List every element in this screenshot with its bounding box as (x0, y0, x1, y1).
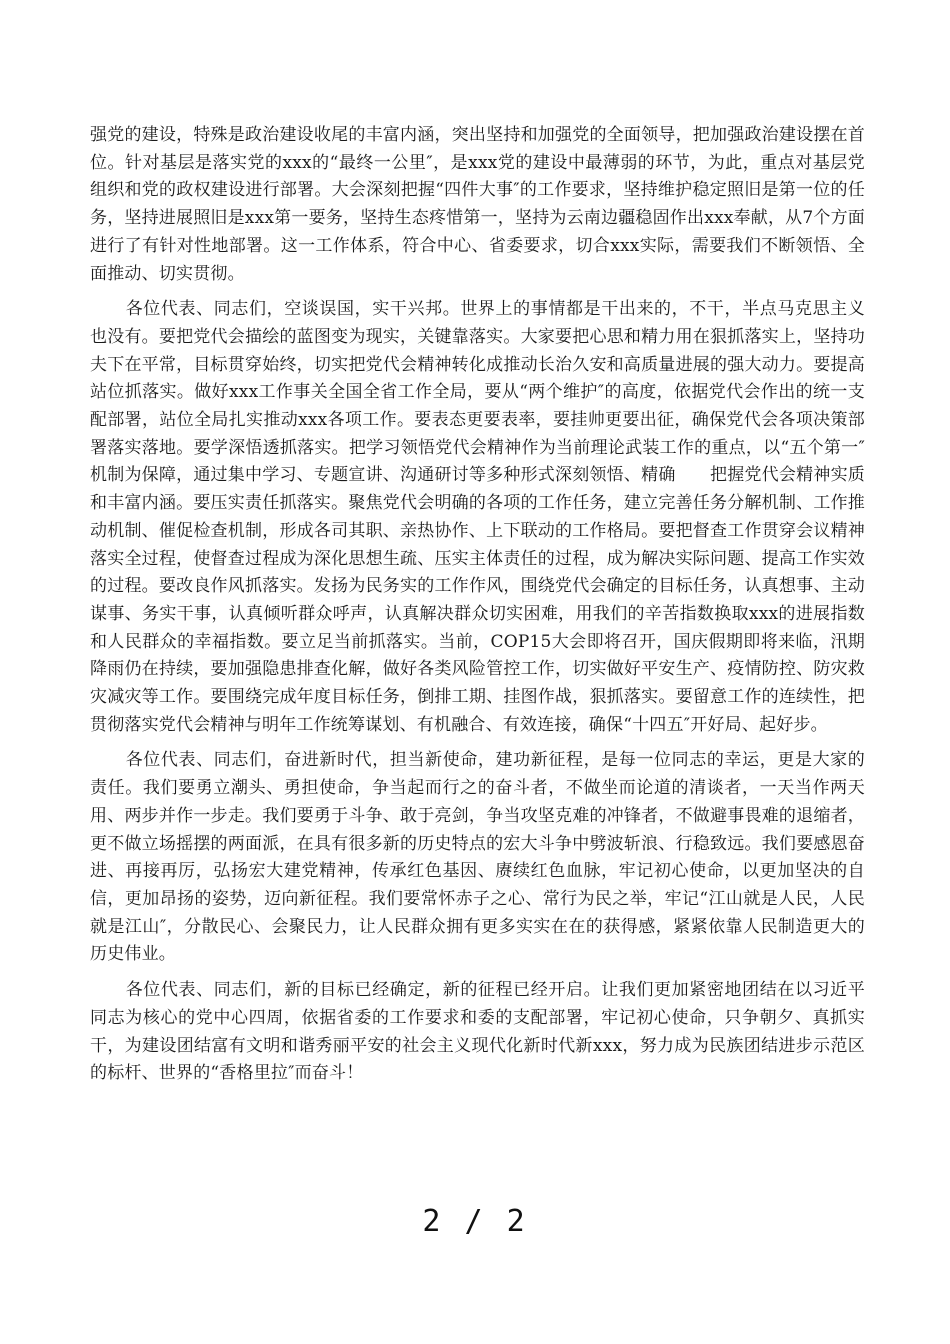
document-body (90, 122, 865, 1088)
paragraph-1: 强党的建设，特殊是政治建设收尾的丰富内涵，突出坚持和加强党的全面领导，把加强政治建设摆在首位。针对基层是落实党的xxx的“最终一公里″，是xxx党的建设中最薄弱的环节，为此，重点对基层党组织和党的政权建设进行部署。大会深刻把握“四件大事″的工作要求，坚持维护稳定照旧是第一位的任务，坚持进展照旧是xxx第一要务，坚持生态疼惜第一，坚持为云南边疆稳固作出xxx奉献，从7个方面进行了有针对性地部署。这一工作体系，符合中心、省委要求，切合xxx实际，需要我们不断领悟、全面推动、切实贯彻。 (90, 125, 865, 284)
paragraph-2: 各位代表、同志们，空谈误国，实干兴邦。世界上的事情都是干出来的，不干，半点马克思主义也没有。要把党代会描绘的蓝图变为现实，关键靠落实。大家要把心思和精力用在狠抓落实上，坚持功夫下在平常，目标贯穿始终，切实把党代会精神转化成推动长治久安和高质量进展的强大动力。要提高站位抓落实。做好xxx工作事关全国全省工作全局，要从“两个维护″的高度，依据党代会作出的统一支配部署，站位全局扎实推动xxx各项工作。要表态更要表率，要挂帅更要出征，确保党代会各项决策部署落实落地。要学深悟透抓落实。把学习领悟党代会精神作为当前理论武装工作的重点，以“五个第一″机制为保障，通过集中学习、专题宣讲、沟通研讨等多种形式深刻领悟、精确 把握党代会精神实质和丰富内涵。要压实责任抓落实。聚焦党代会明确的各项的工作任务，建立完善任务分解机制、工作推动机制、催促检查机制，形成各司其职、亲热协作、上下联动的工作格局。要把督查工作贯穿会议精神落实全过程，使督查过程成为深化思想生疏、压实主体责任的过程，成为解决实际问题、提高工作实效的过程。要改良作风抓落实。发扬为民务实的工作作风，围绕党代会确定的目标任务，认真想事、主动谋事、务实干事，认真倾听群众呼声，认真解决群众切实困难，用我们的辛苦指数换取xxx的进展指数和人民群众的幸福指数。要立足当前抓落实。当前，COP15大会即将召开，国庆假期即将来临，汛期降雨仍在持续，要加强隐患排查化解，做好各类风险管控工作，切实做好平安生产、疫情防控、防灾救灾减灾等工作。要围绕完成年度目标任务，倒排工期、挂图作战，狠抓落实。要留意工作的连续性，把贯彻落实党代会精神与明年工作统筹谋划、有机融合、有效连接，确保“十四五″开好局、起好步。 (90, 299, 865, 735)
page-number: 2 / 2 (422, 1204, 528, 1239)
paragraph-3: 各位代表、同志们，奋进新时代，担当新使命，建功新征程，是每一位同志的幸运，更是大家的责任。我们要勇立潮头、勇担使命，争当起而行之的奋斗者，不做坐而论道的清谈者，一天当作两天用、两步并作一步走。我们要勇于斗争、敢于亮剑，争当攻坚克难的冲锋者，不做避事畏难的退缩者，更不做立场摇摆的两面派，在具有很多新的历史特点的宏大斗争中劈波斩浪、行稳致远。我们要感恩奋进、再接再厉，弘扬宏大建党精神，传承红色基因、赓续红色血脉，牢记初心使命，以更加坚决的自信，更加昂扬的姿势，迈向新征程。我们要常怀赤子之心、常行为民之举，牢记“江山就是人民，人民就是江山″，分散民心、会聚民力，让人民群众拥有更多实实在在的获得感，紧紧依靠人民制造更大的历史伟业。 (90, 750, 865, 965)
paragraph-4: 各位代表、同志们，新的目标已经确定，新的征程已经开启。让我们更加紧密地团结在以习近平同志为核心的党中心四周，依据省委的工作要求和委的支配部署，牢记初心使命，只争朝夕、真抓实干，为建设团结富有文明和谐秀丽平安的社会主义现代化新时代新xxx，努力成为民族团结进步示范区的标杆、世界的“香格里拉″而奋斗！ (90, 980, 865, 1084)
